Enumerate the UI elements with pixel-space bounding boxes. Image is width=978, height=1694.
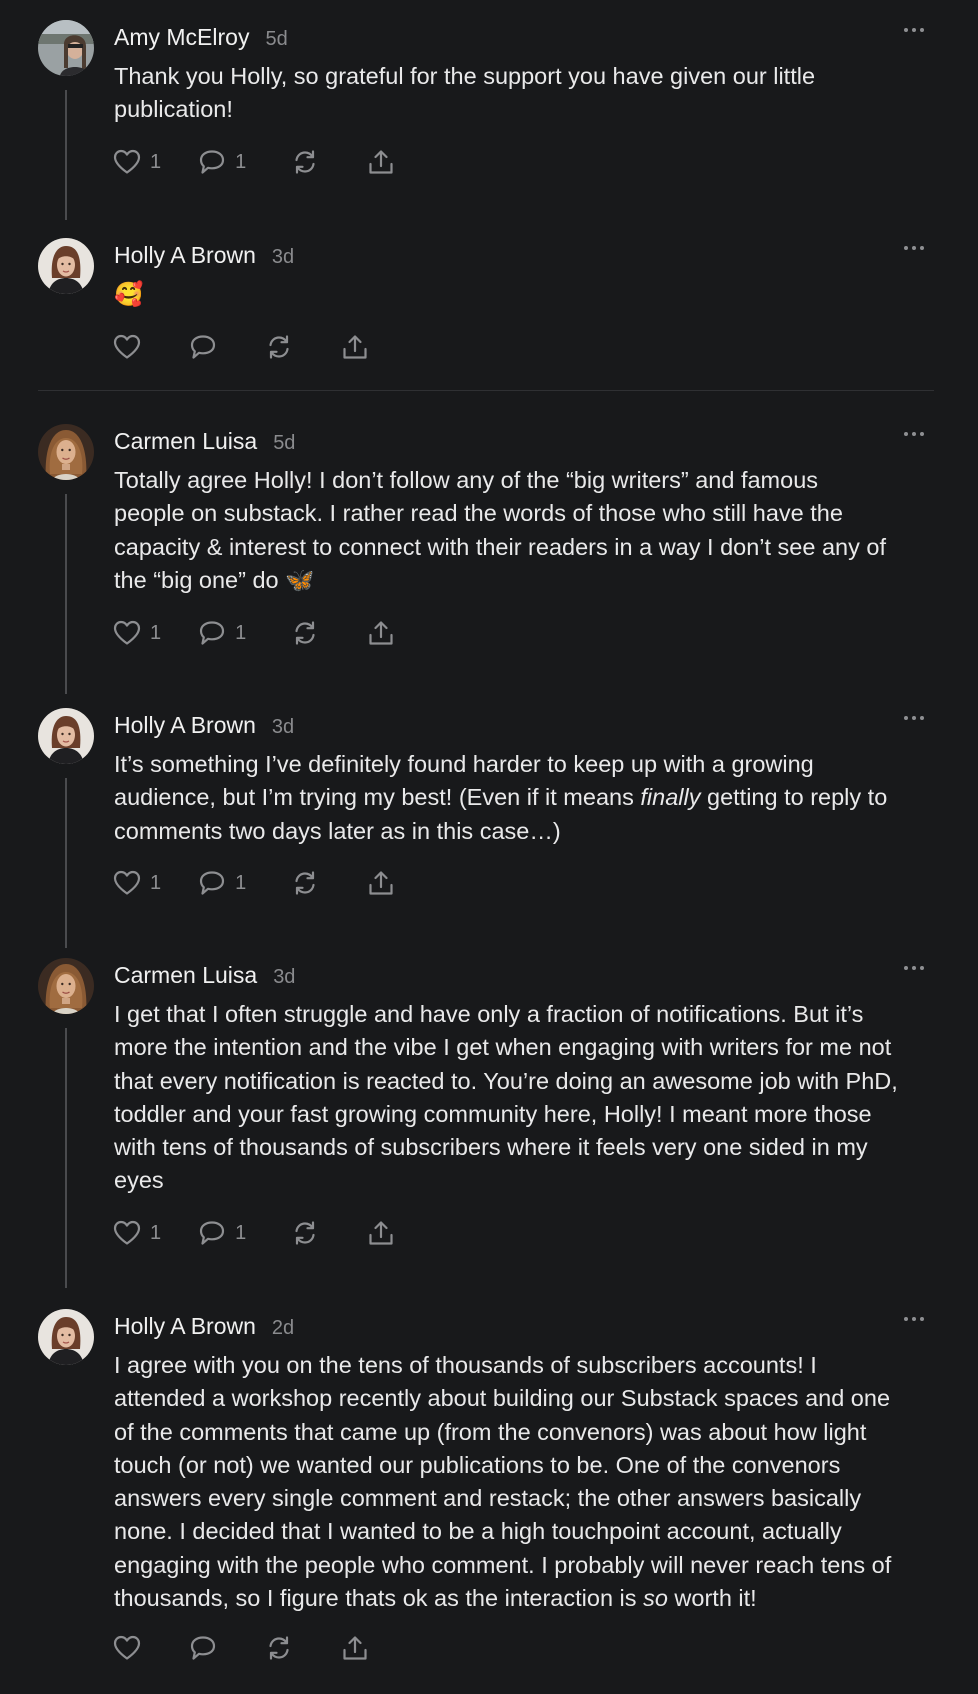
author-name[interactable]: Holly A Brown: [114, 1313, 256, 1339]
share-button[interactable]: [366, 1218, 396, 1248]
restack-icon: [290, 618, 320, 648]
comment: [0, 20, 978, 220]
share-icon: [366, 147, 396, 177]
like-count: 1: [150, 871, 162, 894]
more-icon[interactable]: [904, 710, 930, 726]
comment: [0, 708, 978, 948]
author-name[interactable]: Carmen Luisa: [114, 428, 258, 454]
restack-button[interactable]: [290, 1218, 320, 1248]
comment-body: Totally agree Holly! I don’t follow any of the “big writers” and famous people on substack. I rather read the words of those who still have the capacity & interest to connect with their readers in a way I don’t see any of the “big one” do 🦋: [114, 467, 886, 593]
divider: [38, 390, 934, 391]
comment-actions: [112, 866, 396, 900]
share-icon: [340, 1633, 370, 1663]
timestamp[interactable]: 3d: [273, 966, 296, 988]
reply-count: 1: [235, 871, 247, 894]
heart-icon: [112, 332, 142, 362]
share-icon: [366, 1218, 396, 1248]
comment-body: It’s something I’ve definitely found harder to keep up with a growing audience, but I’m trying my best! (Even if it means finally getting to reply to comments two days later as in this case…): [114, 751, 888, 844]
author-name[interactable]: Amy McElroy: [114, 24, 250, 50]
more-icon[interactable]: [904, 426, 930, 442]
share-button[interactable]: [366, 618, 396, 648]
avatar[interactable]: [38, 238, 94, 294]
avatar[interactable]: [38, 958, 94, 1014]
timestamp[interactable]: 5d: [273, 432, 296, 454]
timestamp[interactable]: 3d: [271, 246, 295, 268]
comment-body: I get that I often struggle and have only a fraction of notifications. But it’s more the intention and the vibe I get when engaging with writers for me not that every notification is reacted to. You’re doing an awesome job with PhD, toddler and your fast growing community here, Holly! I meant more those with tens of thousands of subscribers where it feels very one sided in my eyes: [114, 1001, 898, 1194]
avatar[interactable]: [38, 1309, 94, 1365]
reply-button[interactable]: [197, 618, 246, 648]
avatar[interactable]: [38, 424, 94, 480]
like-button[interactable]: [112, 1218, 161, 1248]
restack-button[interactable]: [264, 1633, 294, 1663]
comment-actions: [112, 330, 370, 364]
restack-icon: [290, 1218, 320, 1248]
reply-button[interactable]: [197, 1218, 246, 1248]
restack-button[interactable]: [264, 332, 294, 362]
thread-line: [65, 90, 67, 220]
reply-button[interactable]: [197, 147, 246, 177]
timestamp[interactable]: 3d: [271, 716, 295, 738]
comment-icon: [188, 1633, 218, 1663]
reply-button[interactable]: [188, 1633, 218, 1663]
reply-count: 1: [235, 621, 247, 644]
restack-icon: [290, 147, 320, 177]
share-button[interactable]: [340, 332, 370, 362]
thread-line: [65, 494, 67, 694]
heart-icon: [112, 1633, 142, 1663]
comment: [0, 958, 978, 1288]
reply-count: 1: [235, 1221, 247, 1244]
like-button[interactable]: [112, 332, 142, 362]
comment: [0, 238, 978, 368]
heart-icon: [112, 868, 142, 898]
like-count: 1: [150, 1221, 162, 1244]
share-button[interactable]: [366, 868, 396, 898]
more-icon[interactable]: [904, 1311, 930, 1327]
comment-body: Thank you Holly, so grateful for the support you have given our little publication!: [114, 63, 816, 123]
more-icon[interactable]: [904, 240, 930, 256]
comment-icon: [188, 332, 218, 362]
reply-count: 1: [235, 150, 247, 173]
comment-icon: [197, 868, 227, 898]
comment-actions: [112, 616, 396, 650]
share-icon: [366, 868, 396, 898]
avatar[interactable]: [38, 20, 94, 76]
comment-body: I agree with you on the tens of thousands of subscribers accounts! I attended a workshop recently about building our Substack spaces and one of the comments that came up (from the convenors) was about how light touch (or not) we wanted our publications to be. One of the convenors answers every single comment and restack; the other answers basically none. I decided that I wanted to be a high touchpoint account, actually engaging with the people who comment. I probably will never reach tens of thousands, so I figure thats ok as the interaction is so worth it!: [114, 1352, 892, 1612]
restack-button[interactable]: [290, 868, 320, 898]
restack-icon: [290, 868, 320, 898]
reply-button[interactable]: [197, 868, 246, 898]
thread-line: [65, 778, 67, 948]
share-button[interactable]: [366, 147, 396, 177]
heart-icon: [112, 1218, 142, 1248]
comment-icon: [197, 1218, 227, 1248]
author-name[interactable]: Holly A Brown: [114, 712, 256, 738]
author-name[interactable]: Holly A Brown: [114, 242, 256, 268]
heart-icon: [112, 147, 142, 177]
comment-actions: [112, 145, 396, 179]
author-name[interactable]: Carmen Luisa: [114, 962, 258, 988]
more-icon[interactable]: [904, 960, 930, 976]
emoji: 🥰: [114, 281, 144, 307]
comment-icon: [197, 618, 227, 648]
restack-icon: [264, 1633, 294, 1663]
like-count: 1: [150, 621, 162, 644]
restack-button[interactable]: [290, 618, 320, 648]
thread-line: [65, 1028, 67, 1288]
avatar[interactable]: [38, 708, 94, 764]
share-icon: [366, 618, 396, 648]
like-button[interactable]: [112, 1633, 142, 1663]
like-button[interactable]: [112, 618, 161, 648]
timestamp[interactable]: 2d: [271, 1317, 295, 1339]
comment: [0, 424, 978, 694]
share-icon: [340, 332, 370, 362]
comment-body: [114, 278, 934, 311]
share-button[interactable]: [340, 1633, 370, 1663]
butterfly-emoji: 🦋: [285, 566, 315, 593]
heart-icon: [112, 618, 142, 648]
restack-button[interactable]: [290, 147, 320, 177]
comment: [0, 1309, 978, 1679]
comment-actions: [112, 1631, 370, 1665]
comment-icon: [197, 147, 227, 177]
reply-button[interactable]: [188, 332, 218, 362]
more-icon[interactable]: [904, 22, 930, 38]
like-count: 1: [150, 150, 162, 173]
like-button[interactable]: [112, 868, 161, 898]
restack-icon: [264, 332, 294, 362]
comment-actions: [112, 1216, 396, 1250]
like-button[interactable]: [112, 147, 161, 177]
timestamp[interactable]: 5d: [265, 28, 288, 50]
